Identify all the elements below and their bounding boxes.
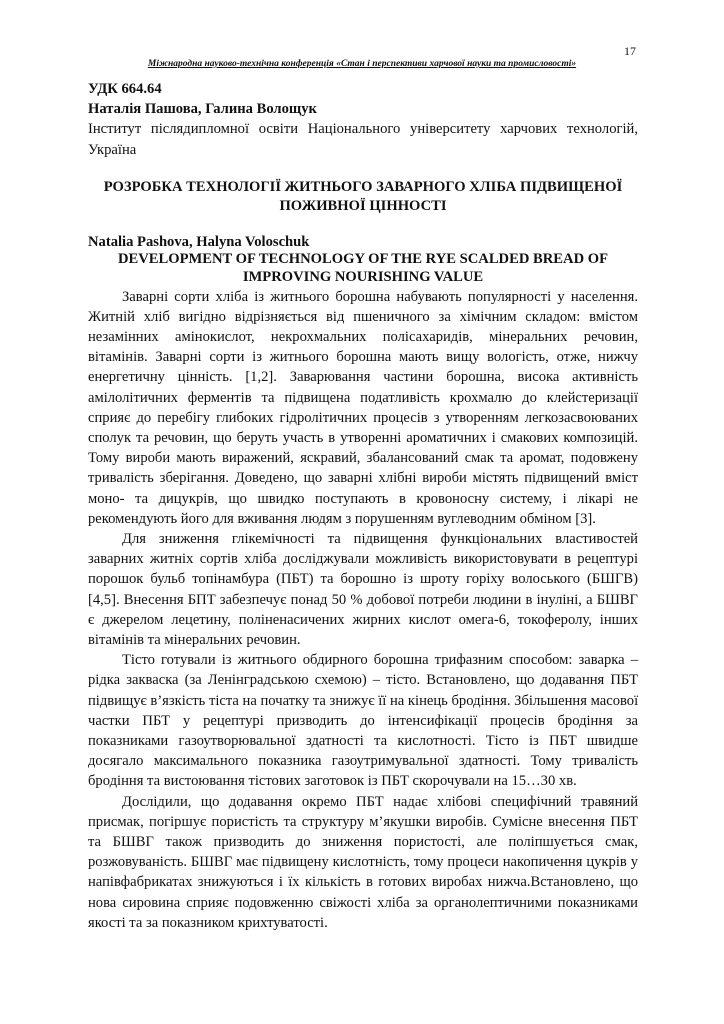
text-line: напівфабрикатах знижуються і їх кількість в готових виробах нижча.Встановлено, що	[88, 874, 638, 891]
text-line: показниками газоутворювальної здатності та кислотності. Тісто із ПБТ швидше	[88, 733, 638, 750]
text-line: тривалість зберігання. Доведено, що заварні хлібні вироби містять підвищений вміст	[88, 470, 638, 487]
text-line: є джерелом лецетину, поліненасичених жирних кислот омега-6, токоферолу, інших	[88, 611, 638, 628]
text-line: заварних житніх сортів хліба досліджували можливість використовувати в рецептурі	[88, 551, 638, 568]
running-header: Міжнародна науково-технічна конференція «Стан і перспективи харчової науки та промисловості»	[147, 59, 577, 69]
page-number: 17	[624, 44, 636, 58]
text-line: Тому вироби мають виражений, яскравий, збалансований смак та аромат, подовжену	[88, 450, 638, 467]
title-en-line: DEVELOPMENT OF TECHNOLOGY OF THE RYE SCALDED BREAD OF	[117, 251, 609, 268]
text-line: амілолітичних ферментів та підвищена податливість крохмалю до клейстеризації	[88, 389, 638, 406]
title-en	[88, 251, 638, 286]
text-line: нова сировина сприяє подовженню свіжості хліба за органолептичними показниками	[88, 894, 638, 911]
affiliation-line: Україна	[88, 141, 137, 158]
text-line: Для зниження глікемічності та підвищення функціональних властивостей	[122, 531, 638, 548]
text-line: моно- та дицукрів, що швидко поступають в кровоносну систему, і лікарі не	[88, 490, 638, 507]
text-line: вітамінів та мінеральних речовин.	[88, 632, 301, 649]
paragraph	[88, 650, 638, 791]
text-line: Тісто готували із житнього обдирного борошна трифазним способом: заварка –	[122, 652, 638, 669]
text-line: [4,5]. Внесення БПТ забезпечує понад 50 % добової потреби людини в інуліні, а БШВГ	[88, 591, 638, 608]
text-line: Дослідили, що додавання окремо ПБТ надає хлібові специфічний травяний	[122, 793, 638, 810]
authors-en: Natalia Pashova, Halyna Voloschuk	[88, 233, 310, 250]
text-line: незамінних амінокислот, некрохмальних полісахаридів, мінеральних речовин,	[88, 329, 638, 345]
text-line: Житній хліб вигідно відрізняється від пшеничного за хімічним складом: вмістом	[88, 308, 638, 325]
text-line: сприяє до перебігу глибоких гідролітичних процесів з утворенням легкозасвоюваних	[88, 409, 638, 426]
body-text	[88, 287, 638, 934]
text-line: розжовуваність. БШВГ має підвищену кислотність, тому процеси накопичення цукрів у	[88, 854, 638, 871]
text-line: якості та за показником крихтуватості.	[88, 914, 328, 931]
title-ua-line: ПОЖИВНОЇ ЦІННОСТІ	[279, 197, 447, 214]
text-line: бродіння та вистоювання тістових заготовок із ПБТ скорочували на 15…30 хв.	[88, 773, 577, 790]
text-line: порошок бульб топінамбура (ПБТ) та борошно із шроту горіху волоського (БШГВ)	[88, 571, 638, 588]
text-line: сполук та речовин, що беруть участь в утворенні ароматичних і смакових композицій.	[88, 430, 638, 447]
title-ua	[88, 178, 638, 216]
article	[88, 79, 638, 933]
authors-ua: Наталія Пашова, Галина Волощук	[88, 101, 317, 118]
paragraph	[88, 529, 638, 650]
text-line: вітамінів. Заварні сорти із житнього борошна мають вищу вологість, отже, нижчу	[88, 349, 638, 366]
text-line: досягало максимального показника газоутримувальної здатності. Тому тривалість	[88, 753, 638, 770]
text-line: частки ПБТ у рецептурі призводить до інтенсифікації процесів бродіння за	[88, 712, 638, 729]
affiliation-line: Інститут післядипломної освіти Національного університету харчових технологій,	[88, 121, 638, 138]
title-en-line: IMPROVING NOURISHING VALUE	[242, 269, 484, 285]
title-ua-line: РОЗРОБКА ТЕХНОЛОГІЇ ЖИТНЬОГО ЗАВАРНОГО ХЛІБА ПІДВИЩЕНОЇ	[103, 178, 623, 195]
text-line: Заварні сорти хліба із житнього борошна набувають популярності у населення.	[122, 288, 638, 305]
text-line: підвищує в’язкість тіста на початку та знижує її на кінець бродіння. Збільшення масової	[88, 692, 639, 709]
text-line: присмак, погіршує пористість та структуру м’якушки виробів. Сумісне внесення ПБТ	[88, 813, 638, 830]
paragraph	[88, 792, 638, 933]
paragraph	[88, 287, 638, 529]
udc-code: УДК 664.64	[88, 81, 162, 97]
text-line: рідка закваска (за Ленінградською схемою) – тісто. Встановлено, що додавання ПБТ	[88, 672, 638, 689]
text-line: рекомендують його для вживання людям з порушенням вуглеводним обміном [3].	[88, 510, 596, 527]
text-line: та БШВГ також призводить до зниження пористості, але поліпшується смак,	[88, 834, 638, 851]
text-line: енергетичну цінність. [1,2]. Заварювання частини борошна, висока активність	[88, 369, 638, 386]
